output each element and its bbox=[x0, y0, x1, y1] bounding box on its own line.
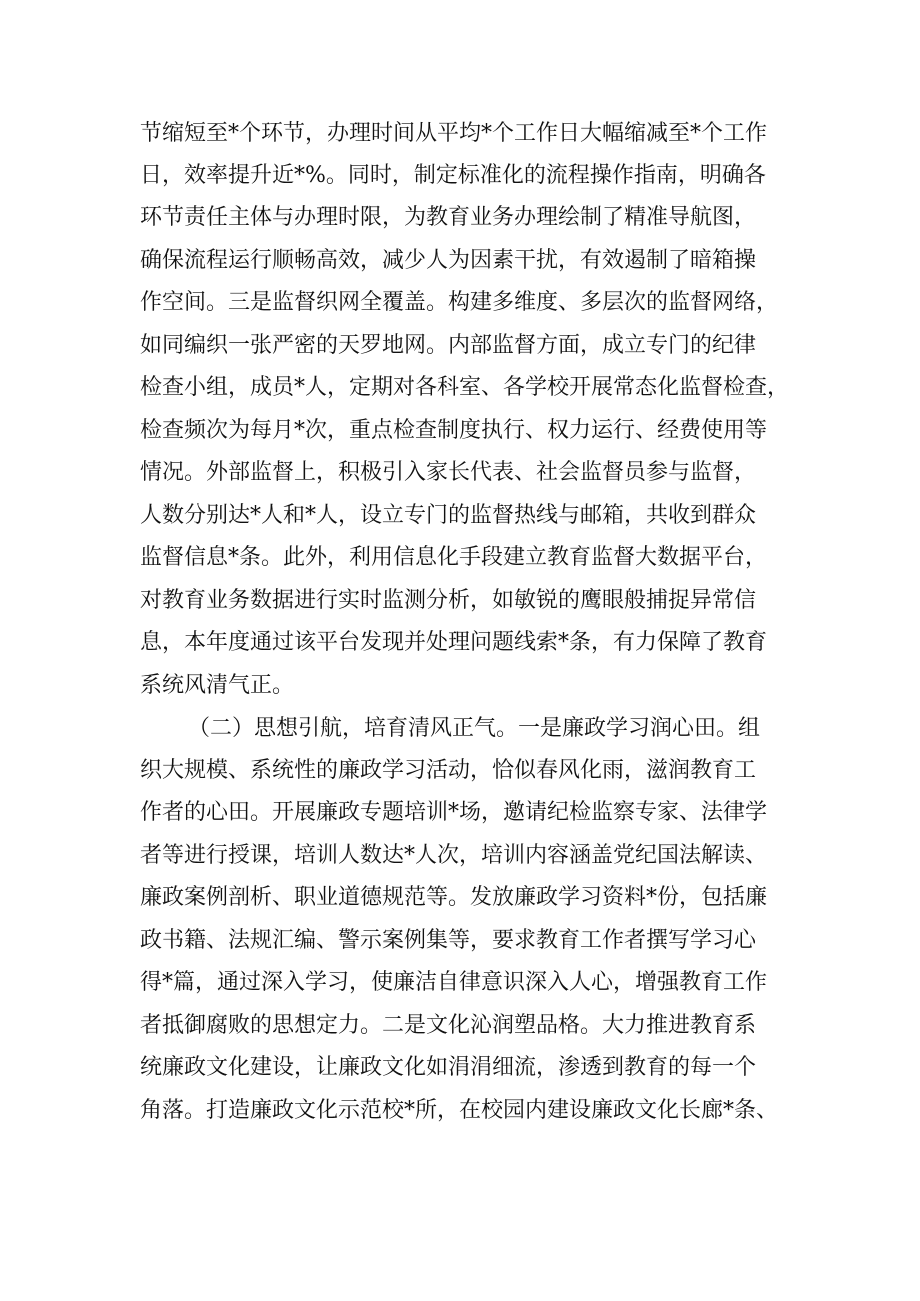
text-line: 对教育业务数据进行实时监测分析，如敏锐的鹰眼般捕捉异常信 bbox=[140, 588, 757, 613]
text-line: 角落。打造廉政文化示范校*所，在校园内建设廉政文化长廊*条、 bbox=[140, 1098, 779, 1123]
text-line: 情况。外部监督上，积极引入家长代表、社会监督员参与监督， bbox=[140, 460, 757, 485]
text-line: 统廉政文化建设，让廉政文化如涓涓细流，渗透到教育的每一个 bbox=[140, 1055, 757, 1080]
text-line: 节缩短至*个环节，办理时间从平均*个工作日大幅缩减至*个工作 bbox=[140, 121, 768, 146]
text-line: 系统风清气正。 bbox=[140, 673, 295, 698]
section-heading-line: （二）思想引航，培育清风正气。一是廉政学习润心田。组 bbox=[188, 716, 761, 741]
text-line: 作者的心田。开展廉政专题培训*场，邀请纪检监察专家、法律学 bbox=[140, 800, 768, 825]
text-line: 作空间。三是监督织网全覆盖。构建多维度、多层次的监督网络， bbox=[140, 290, 779, 315]
text-line: 人数分别达*人和*人，设立专门的监督热线与邮箱，共收到群众 bbox=[140, 503, 757, 528]
text-line: 者抵御腐败的思想定力。二是文化沁润塑品格。大力推进教育系 bbox=[140, 1013, 757, 1038]
text-line: 政书籍、法规汇编、警示案例集等，要求教育工作者撰写学习心 bbox=[140, 928, 757, 953]
text-line: 监督信息*条。此外，利用信息化手段建立教育监督大数据平台， bbox=[140, 545, 768, 570]
text-line: 得*篇，通过深入学习，使廉洁自律意识深入人心，增强教育工作 bbox=[140, 970, 768, 995]
text-line: 者等进行授课，培训人数达*人次，培训内容涵盖党纪国法解读、 bbox=[140, 843, 768, 868]
text-line: 日，效率提升近*%。同时，制定标准化的流程操作指南，明确各 bbox=[140, 163, 766, 188]
text-line: 环节责任主体与办理时限，为教育业务办理绘制了精准导航图， bbox=[140, 205, 757, 230]
text-line: 检查小组，成员*人，定期对各科室、各学校开展常态化监督检查， bbox=[140, 375, 790, 400]
text-line: 息，本年度通过该平台发现并处理问题线索*条，有力保障了教育 bbox=[140, 630, 768, 655]
text-line: 廉政案例剖析、职业道德规范等。发放廉政学习资料*份，包括廉 bbox=[140, 885, 768, 910]
text-line: 检查频次为每月*次，重点检查制度执行、权力运行、经费使用等 bbox=[140, 418, 768, 443]
text-line: 如同编织一张严密的天罗地网。内部监督方面，成立专门的纪律 bbox=[140, 333, 757, 358]
text-line: 确保流程运行顺畅高效，减少人为因素干扰，有效遏制了暗箱操 bbox=[140, 248, 757, 273]
text-line: 织大规模、系统性的廉政学习活动，恰似春风化雨，滋润教育工 bbox=[140, 758, 757, 783]
